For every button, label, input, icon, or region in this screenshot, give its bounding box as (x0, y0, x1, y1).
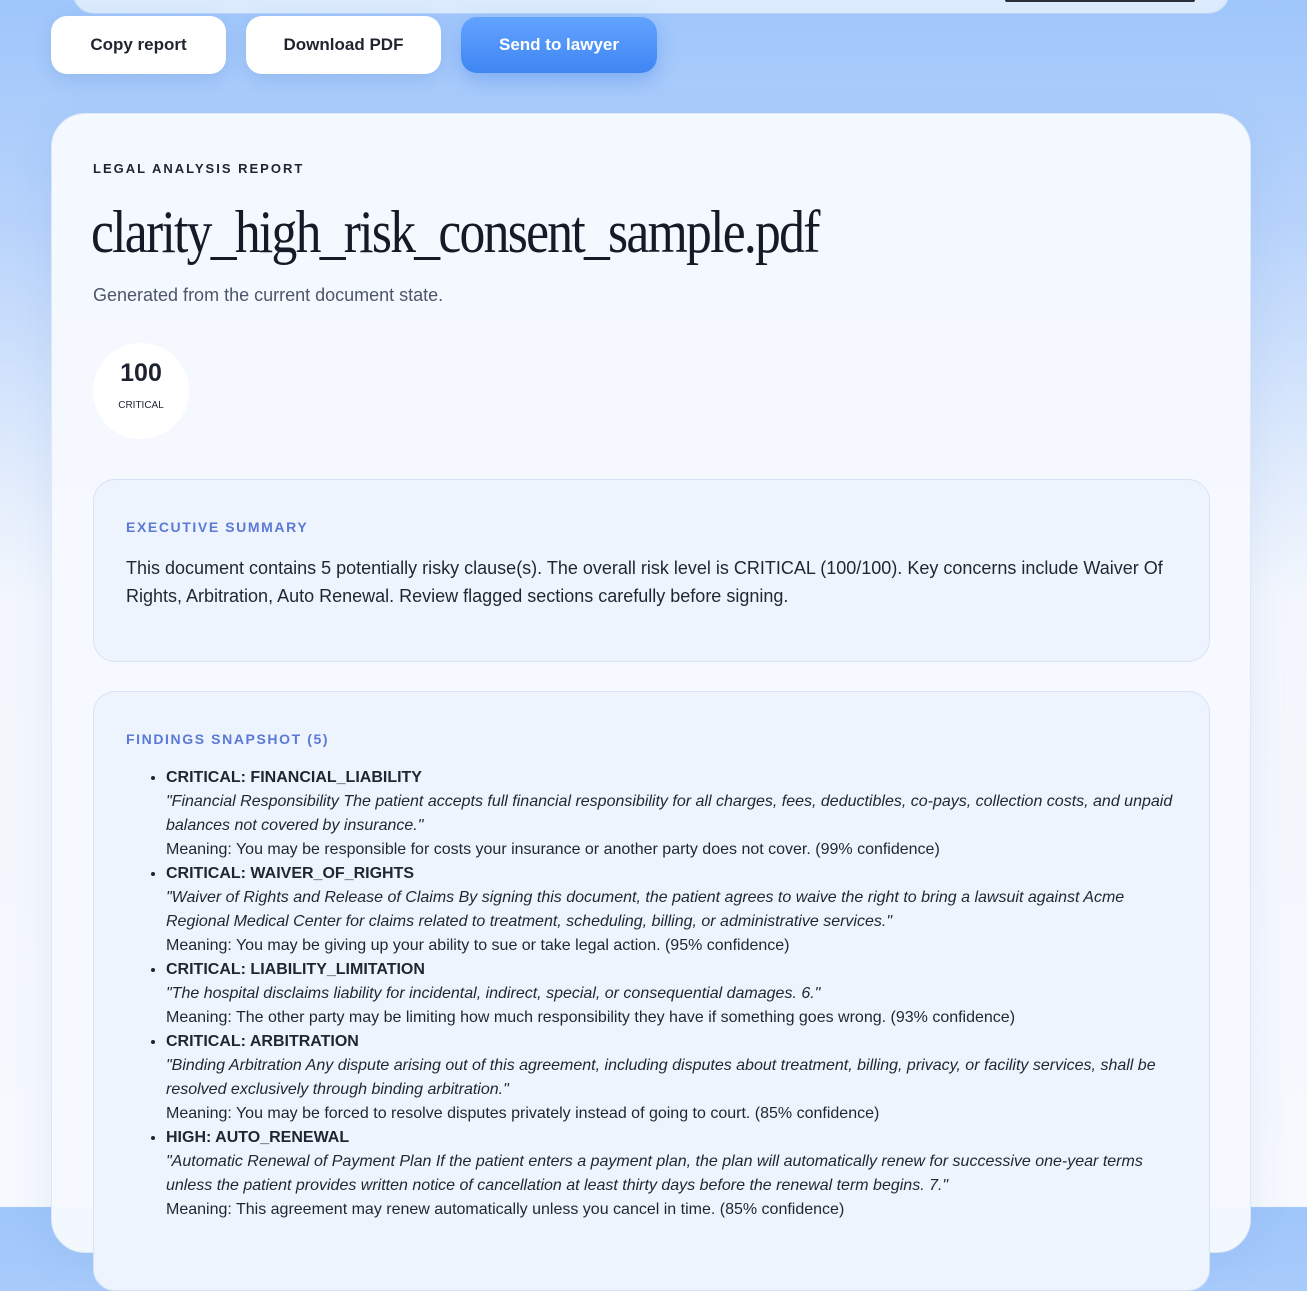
risk-score-label: CRITICAL (118, 400, 164, 411)
finding-meaning: Meaning: You may be giving up your ability to sue or take legal action. (95% confidence) (166, 937, 790, 954)
report-actions (51, 16, 657, 74)
finding-quote: "Automatic Renewal of Payment Plan If the patient enters a payment plan, the plan will automatically renew for successive one-year terms unless the patient provides written notice of cancellation at least thirty days before the renewal term begins. 7." (166, 1153, 1143, 1194)
finding-meaning: Meaning: You may be forced to resolve disputes privately instead of going to court. (85% confidence) (166, 1105, 880, 1122)
finding-title: • CRITICAL: WAIVER_OF_RIGHTS (166, 865, 415, 882)
finding-item (166, 1030, 1186, 1126)
findings-snapshot-heading: FINDINGS SNAPSHOT (5) (126, 731, 330, 747)
download-pdf-button[interactable]: Download PDF (246, 16, 441, 74)
finding-title: • CRITICAL: ARBITRATION (166, 1033, 359, 1050)
findings-list (126, 766, 1186, 1222)
finding-title: • HIGH: AUTO_RENEWAL (166, 1129, 350, 1146)
finding-item (166, 766, 1186, 862)
finding-meaning: Meaning: The other party may be limiting how much responsibility they have if something goes wrong. (93% confidence) (166, 1009, 1016, 1026)
executive-summary-panel (93, 479, 1210, 662)
risk-score-badge (93, 343, 189, 439)
risk-score-value: 100 (120, 359, 162, 387)
finding-quote: "The hospital disclaims liability for incidental, indirect, special, or consequential damages. 6." (166, 985, 821, 1002)
finding-quote: "Binding Arbitration Any dispute arising out of this agreement, including disputes about treatment, billing, privacy, or facility services, shall be resolved exclusively through binding arbitration." (166, 1057, 1156, 1098)
finding-title: • CRITICAL: FINANCIAL_LIABILITY (166, 769, 422, 786)
copy-report-button[interactable]: Copy report (51, 16, 226, 74)
report-card (51, 113, 1251, 1253)
document-title: clarity_high_risk_consent_sample.pdf (91, 199, 819, 265)
top-bar (72, 0, 1230, 14)
finding-item (166, 1126, 1186, 1222)
executive-summary-text: This document contains 5 potentially risky clause(s). The overall risk level is CRITICAL (100/100). Key concerns include Waiver Of Rights, Arbitration, Auto Renewal. Review flagged sections carefully before signing. (126, 558, 1163, 606)
finding-meaning: Meaning: You may be responsible for costs your insurance or another party does not cover. (99% confidence) (166, 841, 940, 858)
finding-quote: "Financial Responsibility The patient accepts full financial responsibility for all charges, fees, deductibles, co-pays, collection costs, and unpaid balances not covered by insurance." (166, 793, 1173, 834)
finding-title: • CRITICAL: LIABILITY_LIMITATION (166, 961, 425, 978)
finding-quote: "Waiver of Rights and Release of Claims By signing this document, the patient agrees to waive the right to bring a lawsuit against Acme Regional Medical Center for claims related to treatment, scheduling, billing, or administrative services." (166, 889, 1125, 930)
finding-item (166, 958, 1186, 1030)
send-to-lawyer-button[interactable]: Send to lawyer (461, 17, 657, 73)
finding-item (166, 862, 1186, 958)
executive-summary-heading: EXECUTIVE SUMMARY (126, 519, 309, 535)
report-subtitle: Generated from the current document state. (93, 285, 444, 305)
report-eyebrow: LEGAL ANALYSIS REPORT (93, 161, 305, 176)
findings-snapshot-panel (93, 691, 1210, 1291)
top-bar-handle[interactable] (1005, 0, 1195, 2)
finding-meaning: Meaning: This agreement may renew automatically unless you cancel in time. (85% confidence) (166, 1201, 845, 1218)
